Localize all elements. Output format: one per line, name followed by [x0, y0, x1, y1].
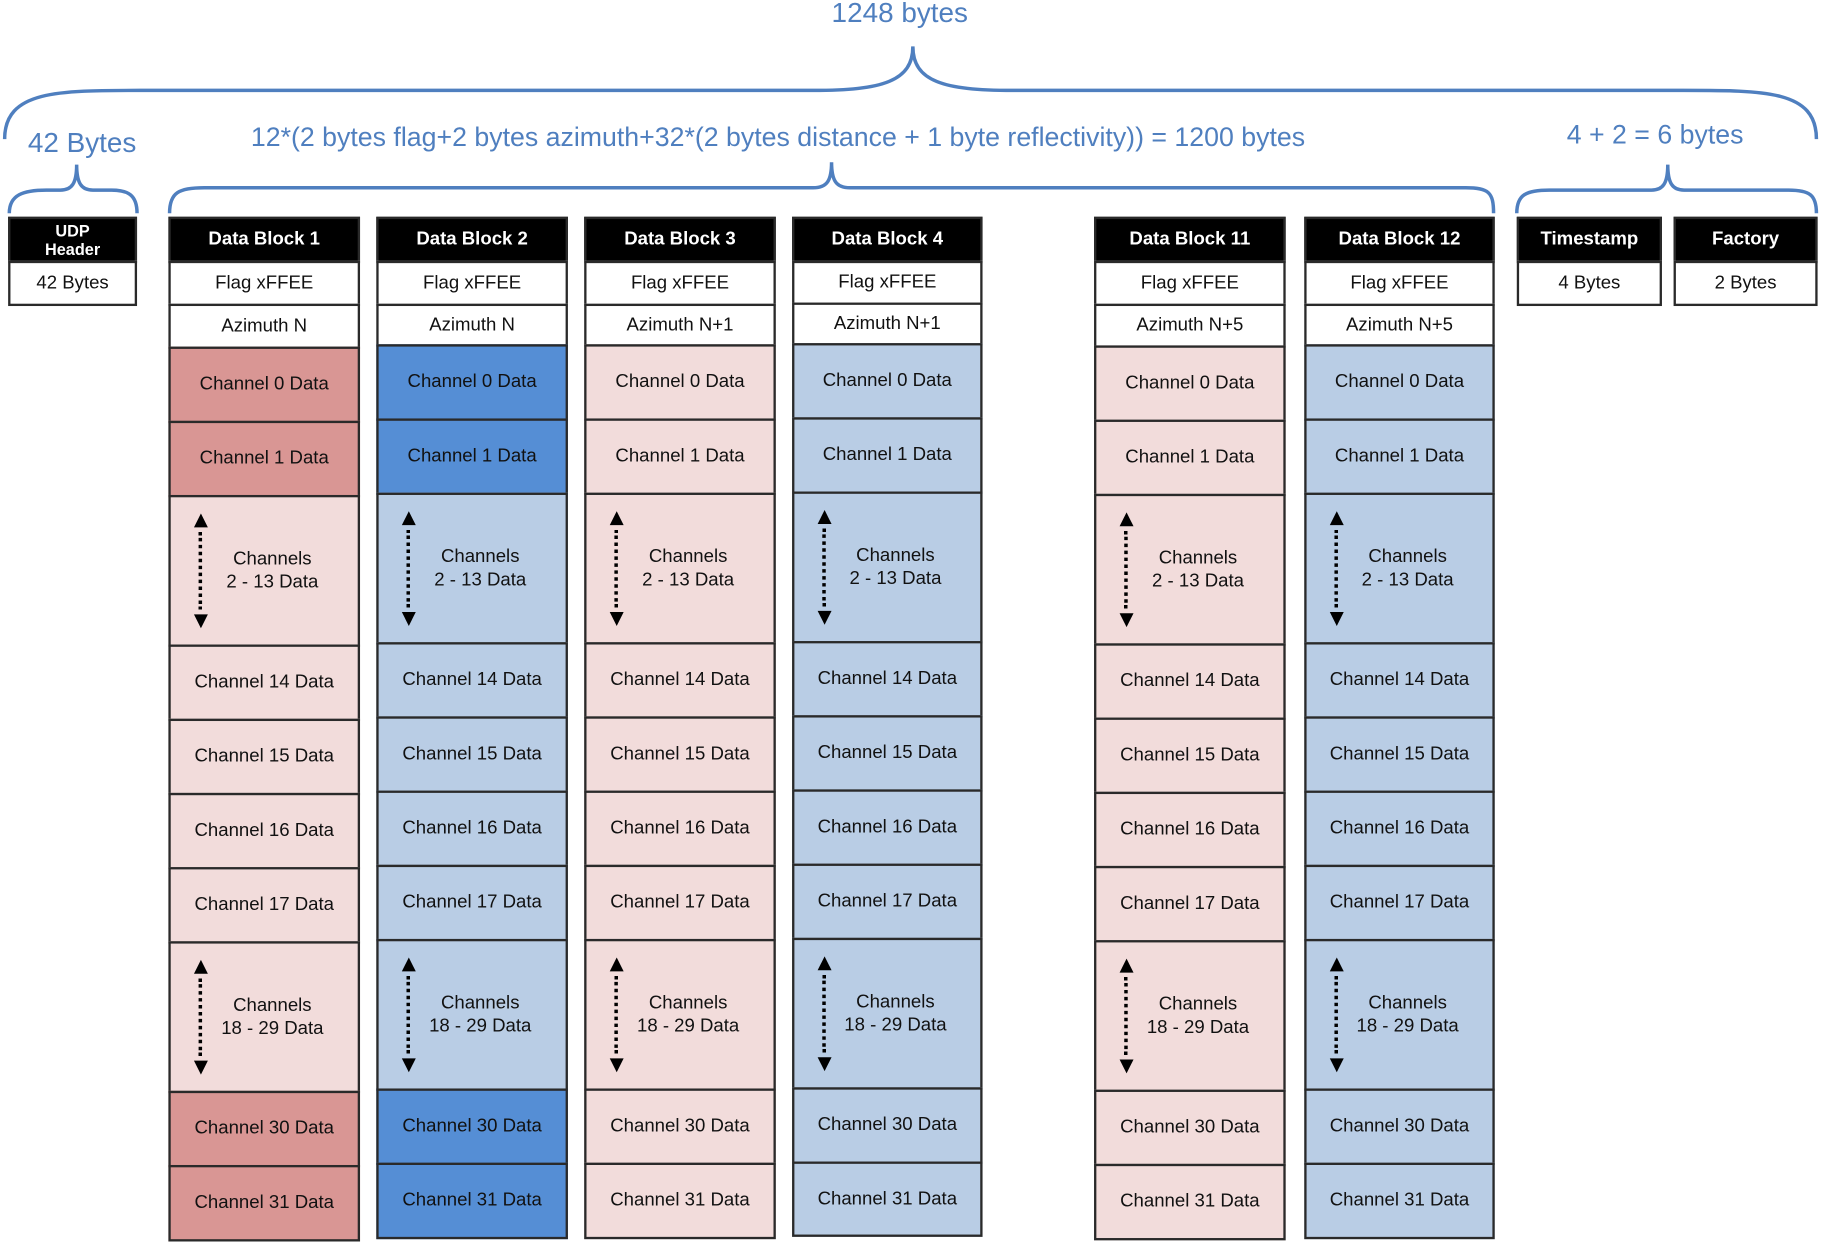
range-label-line1: Channels [1368, 992, 1447, 1013]
channels-2-13-cell [792, 492, 982, 644]
range-label-line1: Channels [1368, 546, 1447, 567]
data-block-11 [1094, 217, 1286, 1241]
range-label-line2: 18 - 29 Data [429, 1016, 532, 1036]
factory-size: 2 Bytes [1674, 261, 1818, 306]
range-arrow-icon [1117, 512, 1136, 627]
channel-1-cell: Channel 1 Data [792, 417, 982, 494]
block-azimuth: Azimuth N [168, 304, 360, 349]
channels-18-29-cell [168, 941, 360, 1093]
channels-18-29-cell [1094, 940, 1286, 1092]
channel-17-cell: Channel 17 Data [1304, 865, 1494, 942]
channel-15-cell: Channel 15 Data [376, 716, 568, 793]
udp-header-column [8, 217, 137, 306]
udp-header-title-line2: Header [45, 239, 101, 259]
timestamp-title: Timestamp [1517, 217, 1662, 263]
factory-column [1674, 217, 1818, 306]
channel-30-cell: Channel 30 Data [792, 1087, 982, 1164]
tail-brace [1517, 165, 1817, 214]
channel-15-cell: Channel 15 Data [1094, 718, 1286, 795]
channel-1-cell: Channel 1 Data [376, 418, 568, 495]
channel-31-cell: Channel 31 Data [792, 1162, 982, 1237]
channel-17-cell: Channel 17 Data [168, 867, 360, 944]
channel-14-cell: Channel 14 Data [1094, 643, 1286, 720]
range-label-line1: Channels [440, 992, 520, 1013]
channel-14-cell: Channel 14 Data [168, 645, 360, 722]
total-size-label: 1248 bytes [831, 0, 968, 29]
channel-31-cell: Channel 31 Data [1304, 1163, 1494, 1240]
range-arrow-icon [815, 956, 834, 1071]
range-arrow-icon [607, 957, 626, 1072]
range-label-line1: Channels [648, 992, 728, 1013]
block-title: Data Block 1 [168, 217, 360, 263]
range-label-line2: 2 - 13 Data [849, 568, 942, 589]
block-azimuth: Azimuth N+1 [584, 304, 776, 347]
channel-30-cell: Channel 30 Data [168, 1091, 360, 1168]
timestamp-column [1517, 217, 1662, 306]
channel-15-cell: Channel 15 Data [584, 716, 776, 793]
channel-14-cell: Channel 14 Data [376, 642, 568, 719]
channel-0-cell: Channel 0 Data [1094, 345, 1286, 422]
range-label-line1: Channels [440, 546, 520, 567]
channel-0-cell: Channel 0 Data [1304, 344, 1494, 421]
payload-brace [170, 162, 1494, 213]
channel-1-cell: Channel 1 Data [168, 421, 360, 498]
range-label-line2: 18 - 29 Data [1356, 1016, 1459, 1036]
channel-14-cell: Channel 14 Data [792, 641, 982, 718]
range-label-line2: 2 - 13 Data [1361, 569, 1454, 590]
channel-15-cell: Channel 15 Data [1304, 716, 1494, 793]
block-flag: Flag xFFEE [376, 261, 568, 306]
range-arrow-icon [192, 514, 211, 629]
channel-17-cell: Channel 17 Data [376, 865, 568, 942]
data-block-3 [584, 217, 776, 1239]
channel-30-cell: Channel 30 Data [1304, 1088, 1494, 1165]
channel-1-cell: Channel 1 Data [584, 418, 776, 495]
range-label-line2: 2 - 13 Data [226, 572, 319, 592]
channel-16-cell: Channel 16 Data [1304, 791, 1494, 868]
channel-30-cell: Channel 30 Data [376, 1088, 568, 1165]
channel-31-cell: Channel 31 Data [1094, 1164, 1286, 1241]
channel-1-cell: Channel 1 Data [1094, 420, 1286, 497]
header-brace [9, 165, 137, 214]
range-label-line2: 18 - 29 Data [636, 1016, 740, 1036]
range-label-line1: Channels [856, 991, 935, 1012]
channel-0-cell: Channel 0 Data [376, 344, 568, 421]
range-label-line1: Channels [856, 545, 935, 566]
range-arrow-icon [815, 510, 834, 625]
channel-17-cell: Channel 17 Data [792, 864, 982, 941]
channel-16-cell: Channel 16 Data [168, 793, 360, 870]
block-flag: Flag xFFEE [1304, 261, 1494, 306]
channels-2-13-cell [584, 493, 776, 645]
range-label-line1: Channels [233, 548, 312, 569]
block-flag: Flag xFFEE [792, 261, 982, 305]
data-block-2 [376, 217, 568, 1239]
channel-14-cell: Channel 14 Data [584, 642, 776, 719]
channels-18-29-cell [792, 938, 982, 1090]
channel-15-cell: Channel 15 Data [168, 719, 360, 796]
factory-title: Factory [1674, 217, 1818, 263]
range-arrow-icon [1117, 959, 1136, 1074]
block-title: Data Block 2 [376, 217, 568, 263]
range-label-line1: Channels [1158, 547, 1238, 568]
channel-30-cell: Channel 30 Data [584, 1088, 776, 1165]
range-label-line1: Channels [1158, 994, 1238, 1014]
header-size-label: 42 Bytes [27, 127, 137, 159]
channel-31-cell: Channel 31 Data [376, 1163, 568, 1240]
range-label-line2: 2 - 13 Data [434, 569, 527, 590]
block-flag: Flag xFFEE [1094, 261, 1286, 306]
channel-0-cell: Channel 0 Data [584, 344, 776, 421]
channel-0-cell: Channel 0 Data [792, 343, 982, 420]
range-label-line2: 2 - 13 Data [642, 569, 735, 590]
channel-30-cell: Channel 30 Data [1094, 1090, 1286, 1167]
channel-16-cell: Channel 16 Data [584, 791, 776, 868]
data-block-1 [168, 217, 360, 1242]
channel-16-cell: Channel 16 Data [376, 791, 568, 868]
range-arrow-icon [1327, 957, 1346, 1072]
block-azimuth: Azimuth N+5 [1304, 304, 1494, 347]
channels-2-13-cell [1094, 494, 1286, 646]
block-title: Data Block 3 [584, 217, 776, 263]
udp-header-title-line1: UDP [55, 221, 90, 240]
channel-15-cell: Channel 15 Data [792, 715, 982, 792]
range-label-line2: 18 - 29 Data [221, 1018, 324, 1039]
range-arrow-icon [192, 960, 211, 1075]
channel-16-cell: Channel 16 Data [1094, 792, 1286, 869]
block-title: Data Block 4 [792, 217, 982, 263]
block-title: Data Block 11 [1094, 217, 1286, 263]
block-azimuth: Azimuth N+5 [1094, 304, 1286, 348]
channels-18-29-cell [1304, 939, 1494, 1091]
channels-2-13-cell [376, 493, 568, 645]
range-label-line2: 18 - 29 Data [1146, 1017, 1250, 1037]
range-label-line2: 18 - 29 Data [844, 1014, 947, 1035]
block-flag: Flag xFFEE [584, 261, 776, 306]
channels-2-13-cell [1304, 493, 1494, 645]
channels-18-29-cell [376, 939, 568, 1091]
channel-0-cell: Channel 0 Data [168, 347, 360, 424]
channel-1-cell: Channel 1 Data [1304, 418, 1494, 495]
udp-header-size: 42 Bytes [8, 261, 137, 306]
channel-31-cell: Channel 31 Data [168, 1165, 360, 1242]
block-flag: Flag xFFEE [168, 261, 360, 306]
range-arrow-icon [607, 511, 626, 626]
payload-size-label: 12*(2 bytes flag+2 bytes azimuth+32*(2 bytes distance + 1 byte reflectivity)) = 1200 bytes [250, 121, 1306, 152]
block-azimuth: Azimuth N [376, 304, 568, 347]
block-azimuth: Azimuth N+1 [792, 303, 982, 346]
range-label-line2: 2 - 13 Data [1152, 570, 1244, 591]
channel-17-cell: Channel 17 Data [1094, 866, 1286, 943]
channel-16-cell: Channel 16 Data [792, 789, 982, 866]
channel-17-cell: Channel 17 Data [584, 865, 776, 942]
data-block-12 [1304, 217, 1494, 1239]
channels-18-29-cell [584, 939, 776, 1091]
channel-31-cell: Channel 31 Data [584, 1163, 776, 1240]
data-block-4 [792, 217, 982, 1237]
range-arrow-icon [400, 511, 419, 626]
udp-header-title [8, 217, 137, 263]
channels-2-13-cell [168, 495, 360, 647]
range-arrow-icon [400, 957, 419, 1072]
block-title: Data Block 12 [1304, 217, 1494, 263]
timestamp-size: 4 Bytes [1517, 261, 1662, 306]
tail-size-label: 4 + 2 = 6 bytes [1566, 119, 1744, 150]
channel-14-cell: Channel 14 Data [1304, 642, 1494, 719]
range-arrow-icon [1327, 511, 1346, 626]
range-label-line1: Channels [233, 995, 312, 1015]
range-label-line1: Channels [648, 546, 728, 567]
